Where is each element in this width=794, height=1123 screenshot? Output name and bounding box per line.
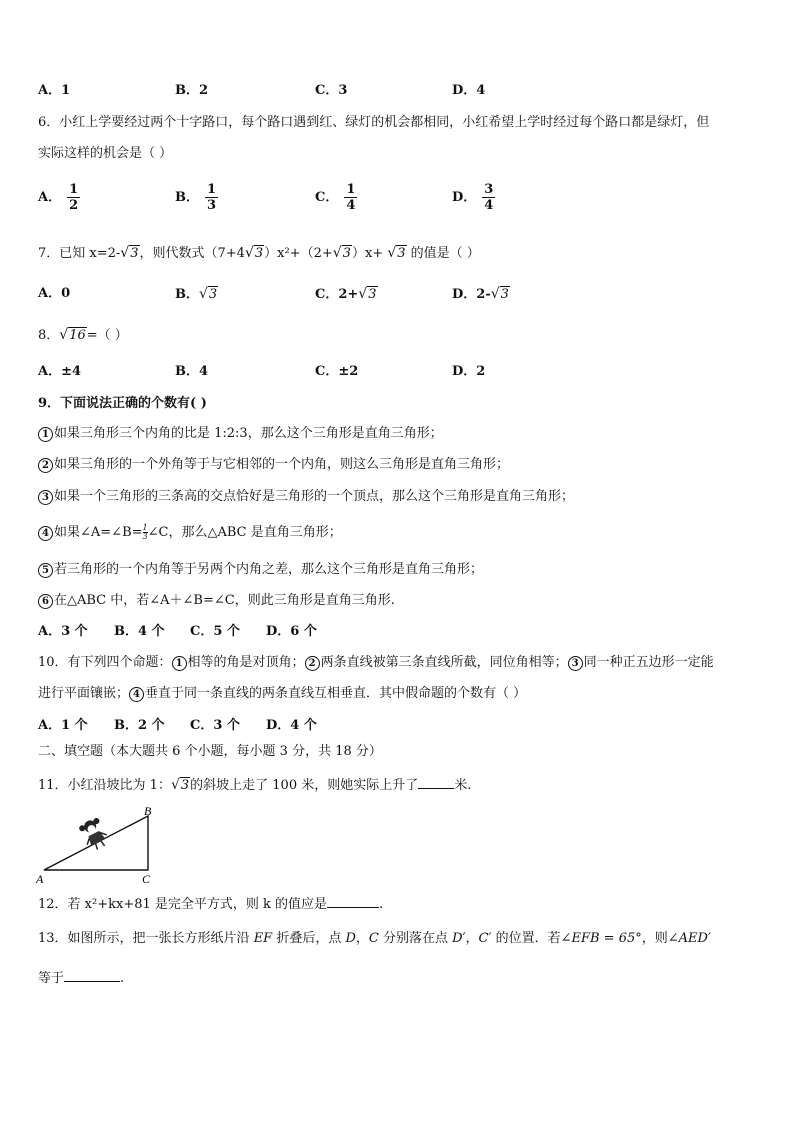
q8-option-d[interactable]: D．2 [452, 364, 486, 379]
q5-option-c[interactable]: C．3 [315, 83, 348, 98]
vertex-label-b: B [144, 804, 152, 818]
q10-option-d[interactable]: D．4 个 [266, 718, 317, 733]
q6-stem-line1: 6．小红上学要经过两个十字路口，每个路口遇到红、绿灯的机会都相同，小红希望上学时经过每个路口都是绿灯，但 [38, 115, 710, 130]
q5-option-a[interactable]: A．1 [38, 83, 71, 98]
q9-statement-6: 6 在△ABC 中，若∠A＋∠B=∠C，则此三角形是直角三角形. [38, 592, 395, 610]
q7-option-c[interactable]: C．2+√3 [315, 286, 377, 302]
q9-option-b[interactable]: B．4 个 [114, 624, 165, 639]
q7-option-d[interactable]: D．2-√3 [452, 286, 509, 302]
q10-options [38, 717, 598, 739]
q7-option-a[interactable]: A．0 [38, 286, 71, 301]
q7-stem: 7．已知 x=2-√3，则代数式（7+4√3）x²+（2+√3）x+ √3 的值是（ ） [38, 245, 480, 261]
circled-number: 5 [38, 563, 53, 578]
vertex-label-a: A [36, 872, 44, 886]
q10-option-a[interactable]: A．1 个 [38, 718, 88, 733]
girl-icon [78, 816, 111, 853]
q6-option-b[interactable]: B． $\frac{1}{3}$ [175, 182, 217, 213]
q13-stem-line1: 13．如图所示，把一张长方形纸片沿 EF 折叠后，点 D，C 分别落在点 D′，C′ 的位置．若∠EFB = 65°，则∠AED′ [38, 931, 711, 946]
circled-number: 6 [38, 594, 53, 609]
q7-option-b[interactable]: B．√3 [175, 286, 218, 302]
q8-option-b[interactable]: B．4 [175, 364, 209, 379]
q9-statement-5: 5 若三角形的一个内角等于另两个内角之差，那么这个三角形是直角三角形； [38, 561, 483, 579]
q8-stem: 8．√16=（ ） [38, 327, 128, 343]
q10-stem-line2: 进行平面镶嵌； 4 垂直于同一条直线的两条直线互相垂直．其中假命题的个数有（ ） [38, 686, 527, 701]
circled-number: 3 [568, 656, 583, 671]
q9-statement-2: 2 如果三角形的一个外角等于与它相邻的一个内角，则这么三角形是直角三角形； [38, 456, 509, 474]
circled-number: 4 [129, 687, 144, 702]
q9-statement-4: 4 如果∠A=∠B= $\frac{1}{3}$ ∠C，那么△ABC 是直角三角形； [38, 524, 342, 542]
q9-option-c[interactable]: C．5 个 [190, 624, 240, 639]
q6-option-d[interactable]: D． $\frac{3}{4}$ [452, 182, 494, 213]
q9-option-a[interactable]: A．3 个 [38, 624, 88, 639]
q9-option-d[interactable]: D．6 个 [266, 624, 317, 639]
q9-statement-1: 1 如果三角形三个内角的比是 1:2:3，那么这个三角形是直角三角形； [38, 425, 443, 443]
q6-option-a[interactable]: A． $\frac{1}{2}$ [38, 182, 79, 213]
circled-number: 2 [305, 656, 320, 671]
section-heading: 二、填空题（本大题共 6 个小题，每小题 3 分，共 18 分） [38, 744, 382, 759]
q10-option-b[interactable]: B．2 个 [114, 718, 165, 733]
q8-option-a[interactable]: A．±4 [38, 364, 82, 379]
q5-option-d[interactable]: D．4 [452, 83, 486, 98]
q8-options [38, 363, 598, 385]
q13-stem-line2: 等于 . [38, 968, 124, 988]
slope-figure [34, 804, 164, 886]
circled-number: 1 [38, 427, 53, 442]
circled-number: 2 [38, 458, 53, 473]
q6-options [38, 182, 598, 222]
q9-stem: 9．下面说法正确的个数有( ) [38, 396, 207, 411]
q10-option-c[interactable]: C．3 个 [190, 718, 240, 733]
q8-option-c[interactable]: C．±2 [315, 364, 359, 379]
q7-options [38, 285, 598, 307]
q5-options [38, 82, 598, 104]
answer-blank[interactable] [418, 775, 454, 789]
q5-option-b[interactable]: B．2 [175, 83, 209, 98]
answer-blank[interactable] [64, 968, 120, 982]
q10-stem-line1: 10．有下列四个命题： 1 相等的角是对顶角； 2 两条直线被第三条直线所截，同位角相等； 3 同一种正五边形一定能 [38, 655, 714, 670]
q11-stem: 11．小红沿坡比为 1：√3的斜坡上走了 100 米，则她实际上升了 米. [38, 777, 472, 793]
q9-statement-3: 3 如果一个三角形的三条高的交点恰好是三角形的一个顶点，那么这个三角形是直角三角形； [38, 488, 574, 506]
circled-number: 3 [38, 490, 53, 505]
circled-number: 1 [172, 656, 187, 671]
q12-stem: 12．若 x²+kx+81 是完全平方式，则 k 的值应是 . [38, 894, 383, 914]
q6-stem-line2: 实际这样的机会是（ ） [38, 146, 173, 161]
q9-options [38, 623, 598, 645]
answer-blank[interactable] [327, 894, 379, 908]
vertex-label-c: C [142, 872, 151, 886]
q6-option-c[interactable]: C． $\frac{1}{4}$ [315, 182, 356, 213]
circled-number: 4 [38, 526, 53, 541]
